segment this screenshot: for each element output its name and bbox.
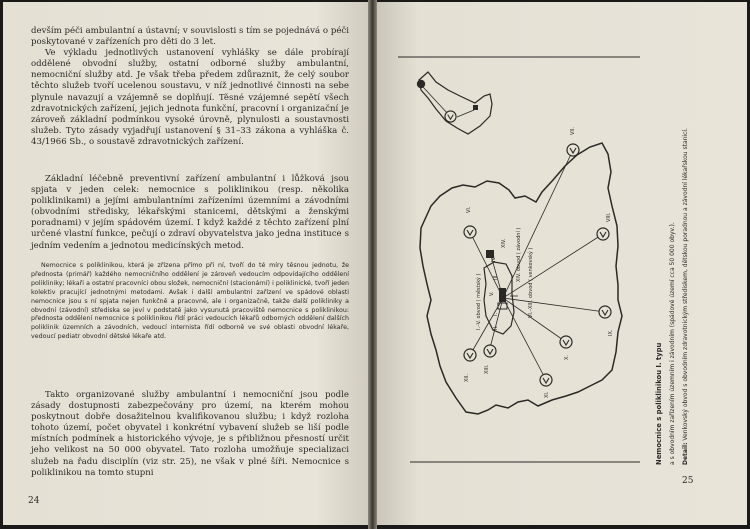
paragraph-2: Ve výkladu jednotlivých ustanovení vyhlášky se dále probírají oddělené obvodní služby, ostatní odborné služby ambulantní, nemocniční služby atd. Je však třeba předem zdůraznit, že celý soubor těchto služeb tvoří ucelenou soustavu, v níž jednotlivé činnosti na sebe plynule navazují a vzájemně se doplňují. Těsné vzájemné sepětí všech zdravotnických zařízení, jejich jednota funkční, pracovní i organizační je zároveň základní podmínkou vysoké úrovně, plynulosti a soustavnosti služeb. Tyto zásady vyjadřují ustanovení § 31–33 zákona a vyhláška č. 43/1966 Sb., o soustavě zdravotnických zařízení.	[31, 48, 349, 147]
paragraph-1: devším péči ambulantní a ústavní; v souvislosti s tím se pojednává o péči poskytované v zařízeních pro děti do 3 let.	[31, 26, 349, 48]
district-xii-icon	[464, 349, 476, 361]
detail-link-2	[457, 110, 474, 117]
district-vii-icon	[567, 144, 579, 156]
detail-stanice-icon	[473, 105, 478, 110]
label-mestske-obvody: I.–V. obvod ( městský )	[476, 273, 482, 330]
detail-stredisko-icon	[445, 111, 456, 122]
district-xiii-icon	[484, 345, 496, 357]
label-ix: IX.	[608, 329, 614, 336]
page-number-right: 25	[682, 476, 694, 486]
label-zavodni-obvod: XIV. obvod ( závodní )	[516, 227, 522, 282]
label-viii: VIII.	[606, 212, 612, 222]
label-xi: XI.	[544, 391, 550, 398]
district-viii-icon	[597, 228, 609, 240]
paragraph-4: Takto organizované služby ambulantní i nemocniční jsou podle zásady dostupnosti zabezpečovány pro území, na kterém mohou poskytnout dobře dosažitelnou kvalifikovanou službu; i když rozloha tohoto území, počet obyvatel i konkrétní vybavení služeb se liší podle místních podmínek a historického vývoje, je s přibližnou přesností určit jeho velikost na 50 000 obyvatel. Tato rozloha umožňuje specializaci služeb na řadu disciplín (viz str. 25), ne však v plné šíři. Nemocnice s poliklinikou na tomto stupni	[31, 390, 349, 478]
label-iii: III.	[493, 273, 499, 280]
district-x-icon	[560, 336, 572, 348]
detail-poradna-icon	[417, 80, 425, 88]
caption-line-1: a s obvodním zařízením územním i závodním (spádové území cca 50 000 obyv.).	[669, 222, 676, 465]
small-print-paragraph: Nemocnice s poliklinikou, která je zřízena přímo při ní, tvoří do té míry těsnou jednotu, že přednosta (primář) každého nemocničního oddělení je zároveň vedoucím odpovídajícího oddělení polikliniky; lékaři a ostatní pracovníci obou složek, nemocniční (stacionární) i poliklinické, tvoří jeden kolektiv pracující jednotnými metodami. Avšak i další ambulantní zařízení ve spádové oblasti nemocnice jsou s ní spjata nejen funkčně a pracovně, ale i organizačně, takže další polikliniky a obvodní (závodní) střediska se jeví v podstatě jako vysunutá pracoviště nemocnice s poliklinikou: přednosta oddělení nemocnice s poliklinikou řídí práci vedoucích lékařů odborných oddělení dalších poliklinik územních a závodních, vedoucí internista řídí odborně ve své oblasti obvodní lékaře, vedoucí pediatr obvodní dětské lékaře atd.	[31, 262, 349, 341]
label-i: I.	[493, 312, 499, 316]
caption-detail-text: Venkovský obvod s obvodním zdravotnickým střediskem, dětskou poradnou a závodní lékařskou stanicí.	[682, 128, 689, 441]
detail-inset-outline	[419, 72, 492, 134]
caption-title: Nemocnice s poliklinikou I. typu	[655, 342, 663, 465]
label-xiii: XIII.	[484, 364, 490, 374]
caption-detail	[682, 128, 689, 465]
label-x: X.	[564, 354, 570, 360]
label-xii: XII.	[464, 374, 470, 382]
label-ii: II.	[493, 325, 499, 330]
label-venkovske-obvody: VI.–XIII. obvod ( venkovský )	[528, 247, 534, 318]
paragraph-3: Základní léčebně preventivní zařízení ambulantní i lůžková jsou spjata v jeden celek: nemocnice s poliklinikou (resp. několika poliklinikami) a jejími ambulantními zařízeními územními a závodními (obvodními středisky, lékařskými stanicemi, dětskými a ženskými poradnami) v jejím spádovém území. I když každé z těchto zařízení plní určené vlastní funkce, pečují o zdraví obyvatelstva jako jedna instituce s jedním vedením a jednotou medicínských metod.	[31, 174, 349, 251]
district-ix-icon	[599, 306, 611, 318]
caption-detail-label: Detail:	[682, 442, 689, 465]
detail-link-1	[423, 87, 449, 115]
page-number-left: 24	[28, 496, 40, 506]
label-v: V.	[489, 291, 495, 296]
district-xi-icon	[540, 374, 552, 386]
district-vi-icon	[464, 226, 476, 238]
label-xiv: XIV.	[501, 238, 507, 248]
label-vii: VII.	[570, 127, 576, 135]
label-iv: IV.	[491, 256, 497, 262]
label-vi: VI.	[466, 206, 472, 213]
